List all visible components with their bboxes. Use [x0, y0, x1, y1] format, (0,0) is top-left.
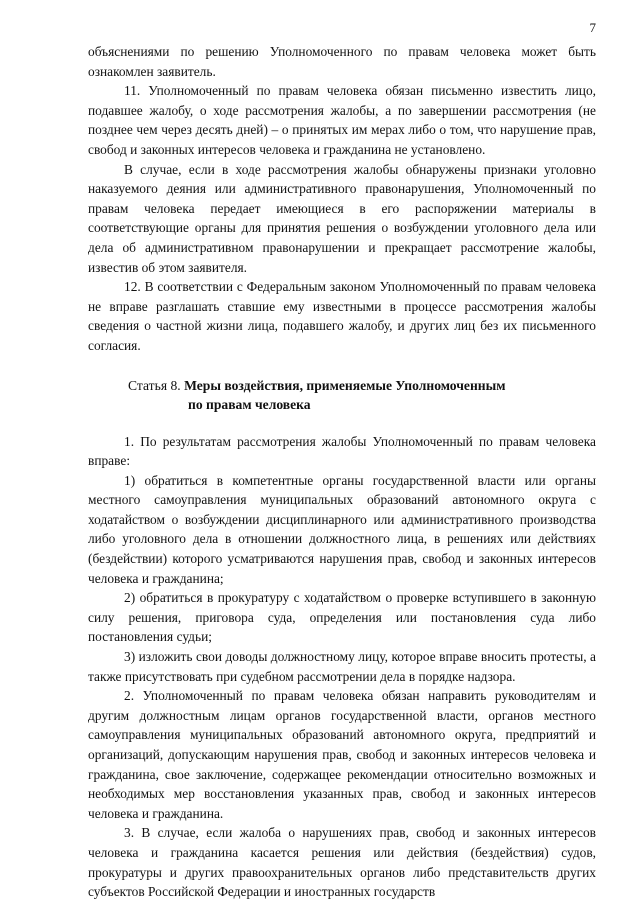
paragraph-article8-item-2: 2. Уполномоченный по правам человека обязан направить руководителям и другим должностным лицам органов государственной власти, органов местного самоуправления муниципальных образований автономного округа, предприятий и организаций, допускающим нарушения прав, свобод и законных интересов человека и гражданина, свое заключение, содержащее рекомендации относительно возможных и необходимых мер восстановления указанных прав, свобод и законных интересов человека и гражданина.	[88, 688, 596, 821]
paragraph-article8-item-3: 3. В случае, если жалоба о нарушениях прав, свобод и законных интересов человека и гражданина касается решения или действия (бездействия) судов, прокуратуры и других правоохранительных органов либо представительств других субъектов Российской Федерации и иностранных государств	[88, 825, 596, 900]
paragraph-criminal-signs: В случае, если в ходе рассмотрения жалобы обнаружены признаки уголовно наказуемого деяния или административного правонарушения, Уполномоченный по правам человека передает имеющиеся в его распоряжении материалы в соответствующие органы для принятия решения о возбуждении уголовного дела или дела об административном правонарушении и прекращает рассмотрение жалобы, известив об этом заявителя.	[88, 161, 596, 275]
article-number: Статья 8.	[128, 377, 181, 393]
paragraph-subitem-1: 1) обратиться в компетентные органы государственной власти или органы местного самоуправления муниципальных образований автономного округа с ходатайством о возбуждении дисциплинарного или административного производства либо уголовного дела в отношении должностного лица, в решениях или действиях (бездействии) которого усматриваются нарушения прав, свобод и законных интересов человека и гражданина;	[88, 472, 596, 586]
paragraph-item-11: 11. Уполномоченный по правам человека обязан письменно известить лицо, подавшее жалобу, о ходе рассмотрения жалобы, а по завершении рассмотрения (не позднее чем через десять дней) – о принятых им мерах либо о том, что нарушение прав, свобод и законных интересов человека и гражданина не установлено.	[88, 83, 596, 157]
paragraph-article8-item-1: 1. По результатам рассмотрения жалобы Уполномоченный по правам человека вправе:	[88, 433, 596, 469]
article-title-line1: Меры воздействия, применяемые Уполномоченным	[184, 377, 506, 393]
page-number: 7	[589, 20, 596, 35]
document-body	[88, 42, 596, 902]
paragraph-continuation: объяснениями по решению Уполномоченного по правам человека может быть ознакомлен заявитель.	[88, 44, 596, 79]
paragraph-subitem-2: 2) обратиться в прокуратуру с ходатайством о проверке вступившего в законную силу решения, приговора суда, определения или постановления суда либо постановления судьи;	[88, 590, 596, 645]
paragraph-subitem-3: 3) изложить свои доводы должностному лицу, которое вправе вносить протесты, а также присутствовать при судебном рассмотрении дела в порядке надзора.	[88, 649, 596, 684]
paragraph-item-12: 12. В соответствии с Федеральным законом Уполномоченный по правам человека не вправе разглашать ставшие ему известными в процессе рассмотрения жалобы сведения о частной жизни лица, подавшего жалобу, и других лиц без их письменного согласия.	[88, 279, 596, 353]
article-heading	[88, 376, 596, 414]
article-title-line2: по правам человека	[188, 396, 311, 412]
